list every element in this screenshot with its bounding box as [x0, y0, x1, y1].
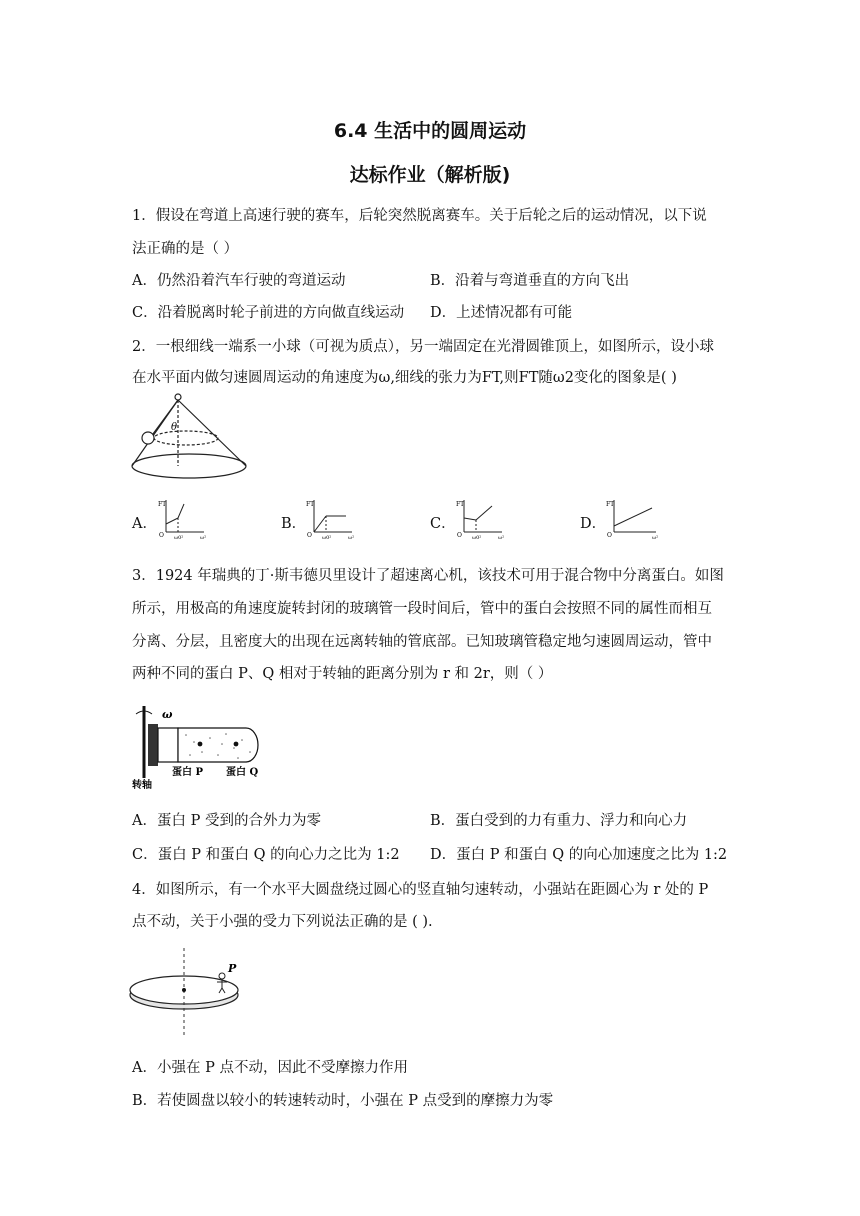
centrifuge-figure	[128, 700, 278, 790]
q2-stem-line1: 2．一根细线一端系一小球（可视为质点），另一端固定在光滑圆锥顶上，如图所示，设小球	[132, 339, 714, 355]
graph-c-segment1	[464, 518, 476, 520]
graph-a[interactable]	[156, 496, 208, 540]
graph-c-tick: ω0²	[472, 535, 482, 540]
protein-p-label: 蛋白 P	[172, 767, 204, 778]
graph-d-ylabel: FT	[606, 501, 615, 508]
q3-option-a[interactable]: A．蛋白 P 受到的合外力为零	[132, 813, 321, 829]
graph-a-segment1	[166, 518, 178, 524]
ball-icon	[142, 432, 154, 444]
q4-option-b[interactable]: B．若使圆盘以较小的转速转动时，小强在 P 点受到的摩擦力为零	[132, 1093, 554, 1109]
protein-p-dot	[198, 742, 203, 747]
graph-b-xlabel: ω²	[348, 535, 355, 540]
q1-option-b: B．沿着与弯道垂直的方向飞出	[430, 273, 630, 289]
graph-c-xlabel: ω²	[498, 535, 505, 540]
mount-block	[148, 724, 158, 766]
apex-pivot	[175, 394, 181, 400]
protein-q-dot	[234, 742, 239, 747]
q3-option-d[interactable]: D．蛋白 P 和蛋白 Q 的向心加速度之比为 1:2	[430, 847, 728, 863]
q1-stem-line1: 1．假设在弯道上高速行驶的赛车，后轮突然脱离赛车。关于后轮之后的运动情况，以下说	[132, 208, 707, 224]
graph-d-line	[614, 508, 652, 526]
glass-tube	[178, 728, 258, 762]
q1-stem-line2: 法正确的是（ ）	[132, 241, 239, 257]
graph-b-ylabel: FT	[306, 501, 315, 508]
q2-stem-line2: 在水平面内做匀速圆周运动的角速度为ω,细线的张力为FT,则FT随ω2变化的图象是( )	[132, 370, 677, 386]
q3-option-b[interactable]: B．蛋白受到的力有重力、浮力和向心力	[430, 813, 688, 829]
q3-stem-line4: 两种不同的蛋白 P、Q 相对于转轴的距离分别为 r 和 2r，则（ ）	[132, 666, 553, 682]
graph-a-segment2	[178, 504, 184, 518]
q1-option-a: A．仍然沿着汽车行驶的弯道运动	[132, 273, 346, 289]
graph-c[interactable]	[454, 496, 506, 540]
graph-a-xlabel: ω²	[200, 535, 207, 540]
q3-option-c[interactable]: C．蛋白 P 和蛋白 Q 的向心力之比为 1:2	[132, 847, 400, 863]
graph-a-tick: ω0²	[174, 535, 184, 540]
theta-label: θ	[171, 422, 178, 433]
graph-b-tick: ω0²	[322, 535, 332, 540]
protein-q-label: 蛋白 Q	[226, 767, 259, 778]
axis-label: 转轴	[132, 780, 152, 790]
q3-stem-line3: 分离、分层，且密度大的出现在远离转轴的管底部。已知玻璃管稳定地匀速圆周运动，管中	[132, 634, 712, 650]
cone-figure	[128, 392, 254, 488]
q1-option-c: C．沿着脱离时轮子前进的方向做直线运动	[132, 305, 405, 321]
graph-c-ylabel: FT	[456, 501, 465, 508]
graph-b[interactable]	[304, 496, 356, 540]
q2-option-c-label[interactable]: C．	[430, 516, 456, 532]
q4-option-a[interactable]: A．小强在 P 点不动，因此不受摩擦力作用	[132, 1060, 408, 1076]
point-p-label: P	[228, 962, 237, 975]
q4-stem-line1: 4．如图所示，有一个水平大圆盘绕过圆心的竖直轴匀速转动，小强站在距圆心为 r 处的 P	[132, 882, 709, 898]
q2-option-a-label[interactable]: A．	[132, 516, 157, 532]
omega-label: ω	[162, 708, 173, 721]
disc-center-dot	[182, 988, 186, 992]
graph-b-segment1	[314, 516, 326, 532]
tube-cap	[158, 728, 178, 762]
graph-d-origin: O	[607, 532, 612, 539]
graph-d[interactable]	[604, 496, 660, 540]
q2-option-d-label[interactable]: D．	[580, 516, 607, 532]
graph-a-ylabel: FT	[158, 501, 167, 508]
graph-c-segment2	[476, 506, 492, 520]
graph-c-origin: O	[457, 532, 462, 539]
q4-stem-line2: 点不动，关于小强的受力下列说法正确的是 ( ).	[132, 914, 433, 930]
orbit-circle	[154, 431, 218, 445]
disc-figure	[128, 944, 246, 1040]
q3-stem-line2: 所示，用极高的角速度旋转封闭的玻璃管一段时间后，管中的蛋白会按照不同的属性而相互	[132, 601, 712, 617]
page-subtitle: 达标作业（解析版)	[349, 164, 511, 186]
cone-right-edge	[178, 400, 246, 466]
graph-b-origin: O	[307, 532, 312, 539]
q1-option-d: D．上述情况都有可能	[430, 305, 573, 321]
page-title: 6.4 生活中的圆周运动	[333, 120, 527, 142]
graph-d-xlabel: ω²	[652, 535, 659, 540]
q3-stem-line1: 3．1924 年瑞典的丁·斯韦德贝里设计了超速离心机，该技术可用于混合物中分离蛋白。如图	[132, 568, 724, 584]
graph-a-origin: O	[159, 532, 164, 539]
cone-base	[132, 454, 246, 478]
q2-option-b-label[interactable]: B．	[281, 516, 307, 532]
